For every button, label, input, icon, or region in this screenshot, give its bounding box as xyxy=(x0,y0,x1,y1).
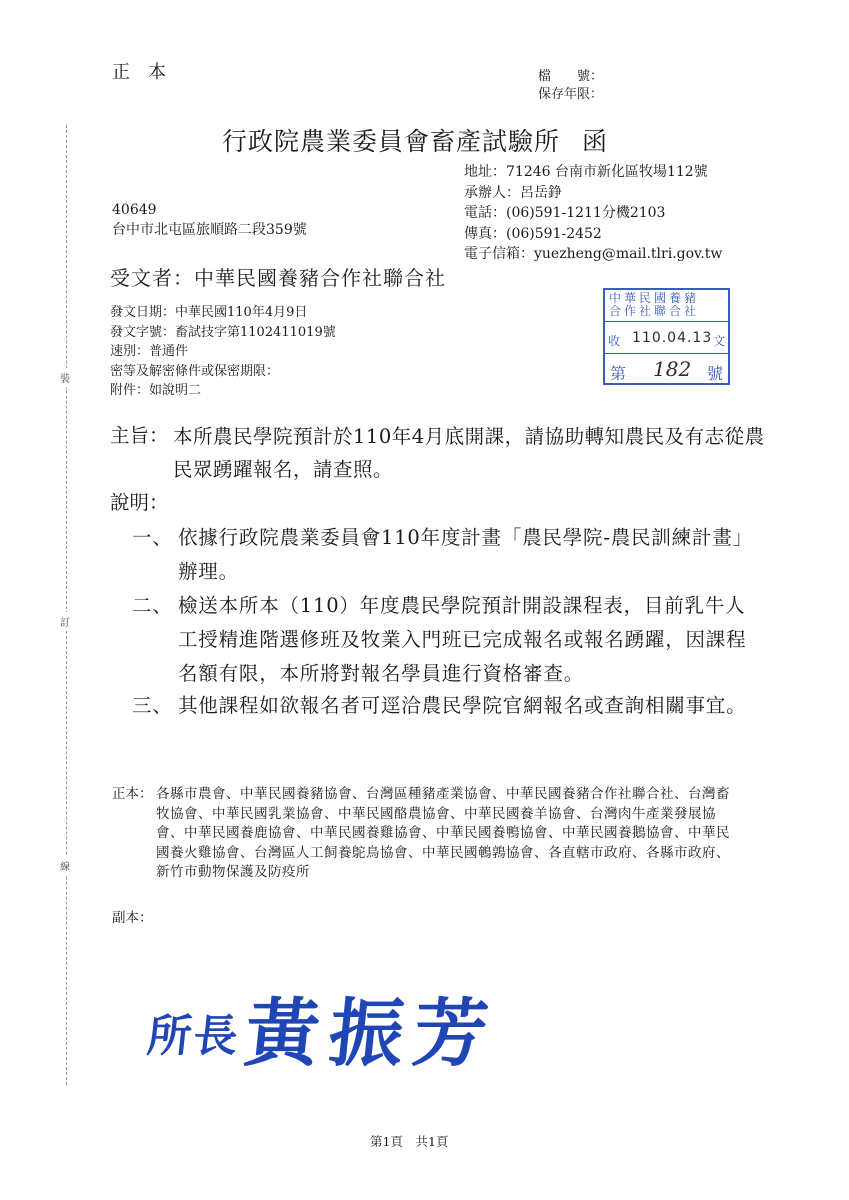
vice-copy-label: 副本： xyxy=(112,910,153,926)
email: 電子信箱：yuezheng@mail.tlri.gov.tw xyxy=(464,246,723,262)
stamp-date: 110.04.13 xyxy=(632,330,713,346)
item-number: 二、 xyxy=(132,594,173,617)
binding-mark-xian: 線 xyxy=(60,856,70,875)
item-number: 一、 xyxy=(132,526,173,549)
document-number: 發文字號：畜試技字第1102411019號 xyxy=(110,324,336,340)
signature-name: 黃振芳 xyxy=(240,991,502,1077)
sender-contact-block xyxy=(464,162,722,265)
stamp-divider xyxy=(605,321,728,322)
sender-address: 地址：71246 台南市新化區牧場112號 xyxy=(464,164,708,180)
issue-date: 發文日期：中華民國110年4月9日 xyxy=(110,305,308,320)
attachment: 附件：如說明二 xyxy=(110,383,202,398)
stamp-number: 182 xyxy=(653,357,692,381)
copy-mark: 正本 xyxy=(112,62,184,83)
stamp-org-line1: 中華民國養豬 xyxy=(609,291,700,305)
recipient-address xyxy=(112,200,307,240)
stamp-receive-char: 收 xyxy=(608,334,621,348)
item-number: 三、 xyxy=(132,694,173,717)
director-signature-stamp xyxy=(144,975,502,1081)
fax: 傳真：(06)591-2452 xyxy=(464,225,602,242)
binding-margin-line xyxy=(66,125,67,1085)
stamp-organization xyxy=(609,292,699,318)
stamp-number-suffix: 號 xyxy=(706,364,723,383)
binding-mark-zhuang: 裝 xyxy=(60,368,70,387)
secrecy: 密等及解密條件或保密期限： xyxy=(110,363,280,379)
item-text: 依據行政院農業委員會110年度計畫「農民學院-農民訓練計畫」辦理。 xyxy=(178,526,753,583)
binding-mark-ding: 訂 xyxy=(60,612,70,631)
signature-title: 所長 xyxy=(144,1011,243,1062)
recipient-street: 台中市北屯區旅順路二段359號 xyxy=(112,222,307,238)
subject-label: 主旨： xyxy=(110,424,169,447)
subject-text: 本所農民學院預計於110年4月底開課，請協助轉知農民及有志從農民眾踴躍報名，請查照。 xyxy=(173,425,765,481)
stamp-org-line2: 合作社聯合社 xyxy=(609,304,700,318)
agency-name: 行政院農業委員會畜產試驗所 xyxy=(222,127,561,156)
document-meta xyxy=(110,303,336,401)
speed: 速別：普通件 xyxy=(110,344,189,359)
item-text: 其他課程如欲報名者可逕洽農民學院官網報名或查詢相關事宜。 xyxy=(178,694,747,717)
stamp-doc-char: 文 xyxy=(712,334,725,348)
main-copy-list: 各縣市農會、中華民國養豬協會、台灣區種豬產業協會、中華民國養豬合作社聯合社、台灣畜牧協會、中華民國乳業協會、中華民國酪農協會、中華民國養羊協會、台灣肉牛產業發展協會、中華民國養鹿協會、中華民國養雞協會、中華民國養鴨協會、中華民國養鵝協會、中華民國養火雞協會、台灣區人工飼養鴕鳥協會、中華民國鵪鶉協會、各直轄市政府、各縣市政府、新竹市動物保護及防疫所 xyxy=(156,786,730,880)
main-copy-label: 正本： xyxy=(112,786,153,802)
recipient: 受文者：中華民國養豬合作社聯合社 xyxy=(110,266,446,290)
stamp-divider xyxy=(605,353,728,354)
file-number-label: 檔 號： xyxy=(538,69,604,84)
page-number: 第1頁 共1頁 xyxy=(370,1134,449,1149)
phone: 電話：(06)591-1211分機2103 xyxy=(464,205,666,221)
received-stamp xyxy=(603,288,730,385)
explanation-label: 說明： xyxy=(110,491,169,514)
document-kind: 函 xyxy=(582,127,609,156)
handler: 承辦人：呂岳錚 xyxy=(464,184,562,201)
file-meta xyxy=(538,68,603,104)
stamp-number-prefix: 第 xyxy=(610,364,627,383)
item-text: 檢送本所本（110）年度農民學院預計開設課程表，目前乳牛人工授精進階選修班及牧業入門班已完成報名或報名踴躍，因課程名額有限，本所將對報名學員進行資格審查。 xyxy=(178,594,747,685)
recipient-zip: 40649 xyxy=(112,202,157,218)
document-title xyxy=(222,122,608,158)
retention-label: 保存年限： xyxy=(538,87,604,102)
